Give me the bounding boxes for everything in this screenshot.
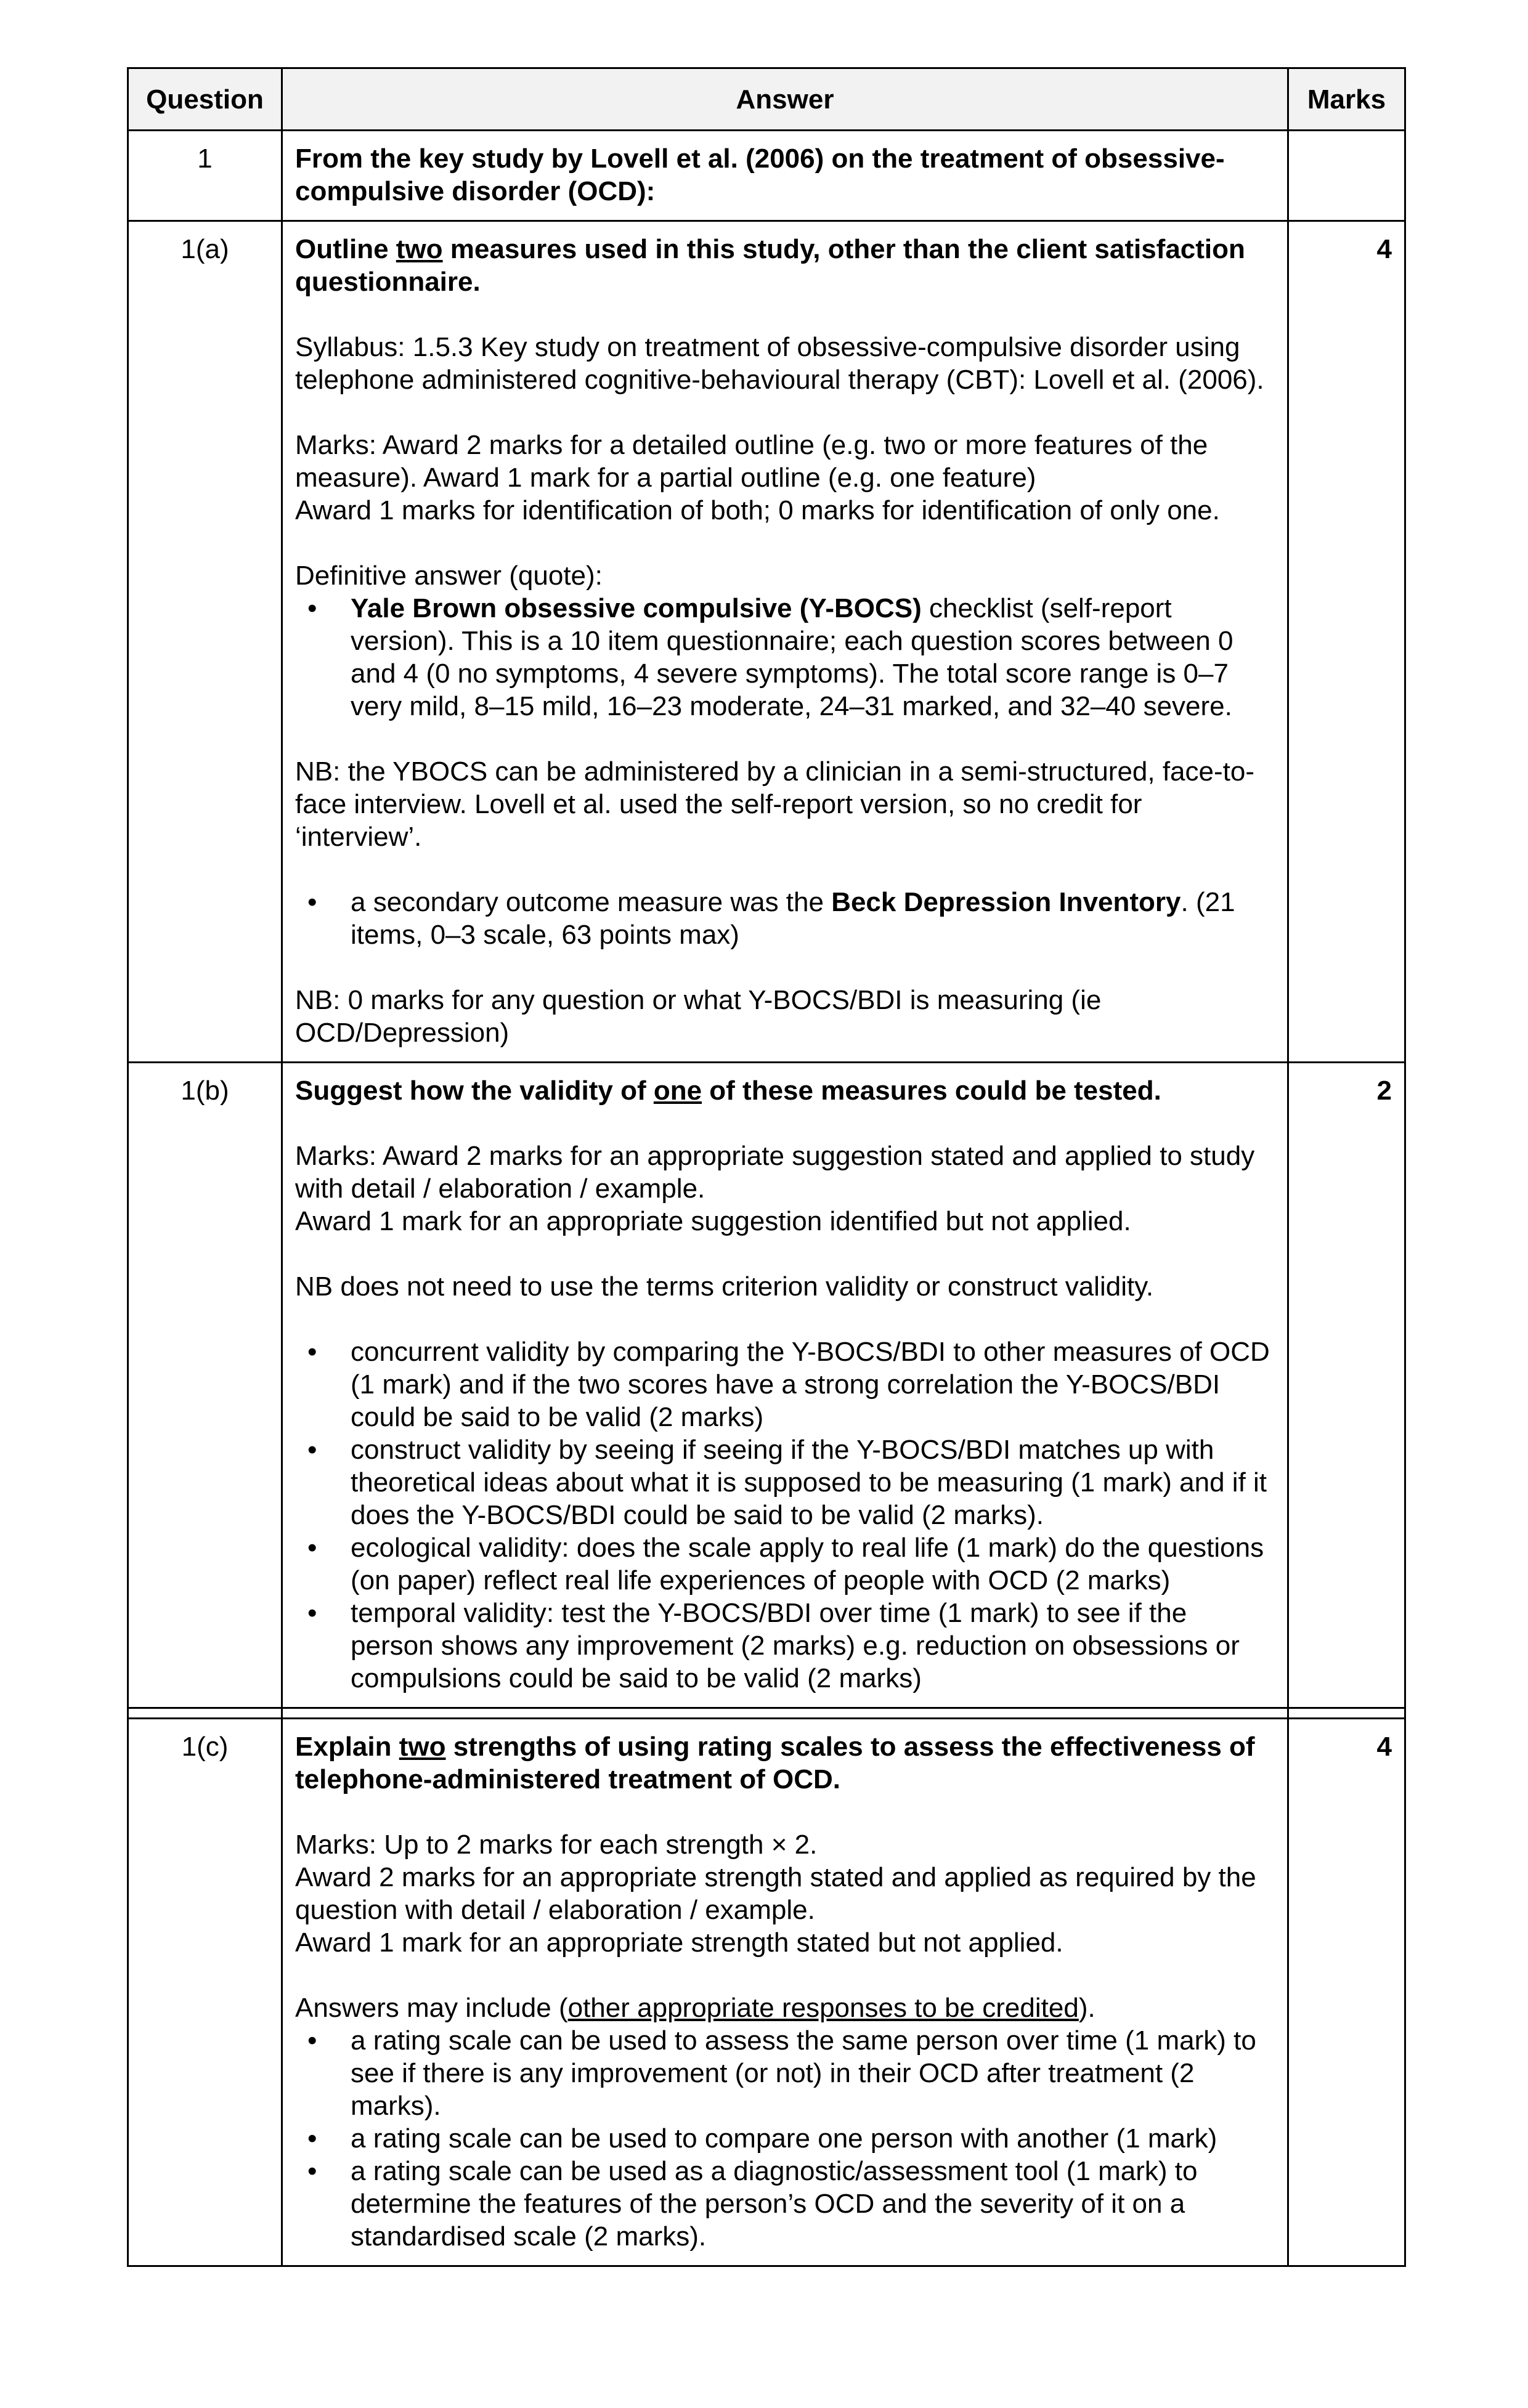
answer-cell [282, 1719, 1288, 2266]
syllabus-text: Syllabus: 1.5.3 Key study on treatment of obsessive-compulsive disorder using telephone administered cognitive-behavioural therapy (CBT): Lovell et al. (2006). [295, 332, 1264, 395]
note-text: NB: 0 marks for any question or what Y-BOCS/BDI is measuring (ie OCD/Depression) [295, 985, 1102, 1048]
question-title: Suggest how the validity of one of these measures could be tested. [295, 1076, 1161, 1106]
bullet-icon: • [307, 2025, 317, 2056]
list-item: • concurrent validity by comparing the Y-BOCS/BDI to other measures of OCD (1 mark) and if the two scores have a strong correlation the Y-BOCS/BDI could be said to be valid (2 marks) [307, 1337, 1270, 1432]
bullet-icon: • [307, 593, 317, 623]
question-1b-row [128, 1063, 1405, 1708]
marks-value: 2 [1288, 1063, 1405, 1708]
bullet-icon: • [307, 1435, 317, 1465]
header-question: Question [128, 68, 282, 131]
list-item: • a rating scale can be used as a diagnostic/assessment tool (1 mark) to determine the features of the person’s OCD and the severity of it on a standardised scale (2 marks). [307, 2156, 1198, 2252]
question-stem [282, 131, 1288, 221]
list-item: • a rating scale can be used to assess the same person over time (1 mark) to see if there is any improvement (or not) in their OCD after treatment (2 marks). [307, 2025, 1256, 2121]
header-row [128, 68, 1405, 131]
list-item: • ecological validity: does the scale apply to real life (1 mark) do the questions (on paper) reflect real life experiences of people with OCD (2 marks) [307, 1533, 1264, 1595]
question-title: Explain two strengths of using rating scales to assess the effectiveness of telephone-administered treatment of OCD. [295, 1732, 1255, 1794]
question-number: 1(a) [128, 221, 282, 1063]
answer-list [295, 1336, 1275, 1695]
answer-cell [282, 1063, 1288, 1708]
answers-intro: Answers may include (other appropriate responses to be credited). [295, 1993, 1095, 2023]
marks-guidance: Marks: Award 2 marks for an appropriate suggestion stated and applied to study with detail / elaboration / example. [295, 1141, 1255, 1204]
bullet-icon: • [307, 1598, 317, 1628]
question-1a-row [128, 221, 1405, 1063]
bullet-icon: • [307, 887, 317, 917]
note-text: NB does not need to use the terms criterion validity or construct validity. [295, 1271, 1154, 1302]
stem-text: From the key study by Lovell et al. (2006) on the treatment of obsessive-compulsive disorder (OCD): [295, 144, 1225, 206]
question-number: 1 [128, 131, 282, 221]
definitive-label: Definitive answer (quote): [295, 561, 603, 591]
list-item: • construct validity by seeing if seeing if the Y-BOCS/BDI matches up with theoretical ideas about what it is supposed to be measuring (1 mark) and if it does the Y-BOCS/BDI could be said to be valid (2 marks). [307, 1435, 1267, 1530]
mark-scheme-table [127, 67, 1406, 2267]
marks-guidance: Award 1 mark for an appropriate strength stated but not applied. [295, 1928, 1063, 1958]
marks-value: 4 [1288, 221, 1405, 1063]
bullet-icon: • [307, 2156, 317, 2186]
list-item: • temporal validity: test the Y-BOCS/BDI over time (1 mark) to see if the person shows any improvement (2 marks) e.g. reduction on obsessions or compulsions could be said to be valid (2 marks) [307, 1598, 1240, 1693]
list-item: • a rating scale can be used to compare one person with another (1 mark) [307, 2123, 1217, 2154]
bullet-icon: • [307, 1533, 317, 1563]
answer-cell [282, 221, 1288, 1063]
list-item: • a secondary outcome measure was the Beck Depression Inventory. (21 items, 0–3 scale, 63 points max) [307, 887, 1235, 950]
bullet-icon: • [307, 1337, 317, 1367]
answer-list [295, 2024, 1275, 2253]
marks-guidance: Marks: Up to 2 marks for each strength × 2. [295, 1830, 818, 1860]
marks-guidance: Award 1 marks for identification of both; 0 marks for identification of only one. [295, 495, 1220, 525]
marks-cell [1288, 131, 1405, 221]
note-text: NB: the YBOCS can be administered by a clinician in a semi-structured, face-to-face interview. Lovell et al. used the self-report version, so no credit for ‘interview’. [295, 756, 1254, 852]
question-title: Outline two measures used in this study, other than the client satisfaction questionnaire. [295, 234, 1245, 297]
marks-guidance: Award 1 mark for an appropriate suggestion identified but not applied. [295, 1206, 1131, 1236]
marks-value: 4 [1288, 1719, 1405, 2266]
answer-list [295, 886, 1275, 951]
question-number: 1(b) [128, 1063, 282, 1708]
bullet-icon: • [307, 2123, 317, 2154]
list-item: • Yale Brown obsessive compulsive (Y-BOCS) checklist (self-report version). This is a 10 item questionnaire; each question scores between 0 and 4 (0 no symptoms, 4 severe symptoms). The total score range is 0–7 very mild, 8–15 mild, 16–23 moderate, 24–31 marked, and 32–40 severe. [307, 593, 1233, 721]
header-answer: Answer [282, 68, 1288, 131]
answer-list [295, 592, 1275, 723]
marks-guidance: Award 2 marks for an appropriate strength stated and applied as required by the question with detail / elaboration / example. [295, 1862, 1256, 1925]
question-1c-row [128, 1719, 1405, 2266]
separator-row [128, 1708, 1405, 1719]
question-number: 1(c) [128, 1719, 282, 2266]
header-marks: Marks [1288, 68, 1405, 131]
question-1-row [128, 131, 1405, 221]
marks-guidance: Marks: Award 2 marks for a detailed outline (e.g. two or more features of the measure). Award 1 mark for a partial outline (e.g. one feature) [295, 430, 1208, 493]
